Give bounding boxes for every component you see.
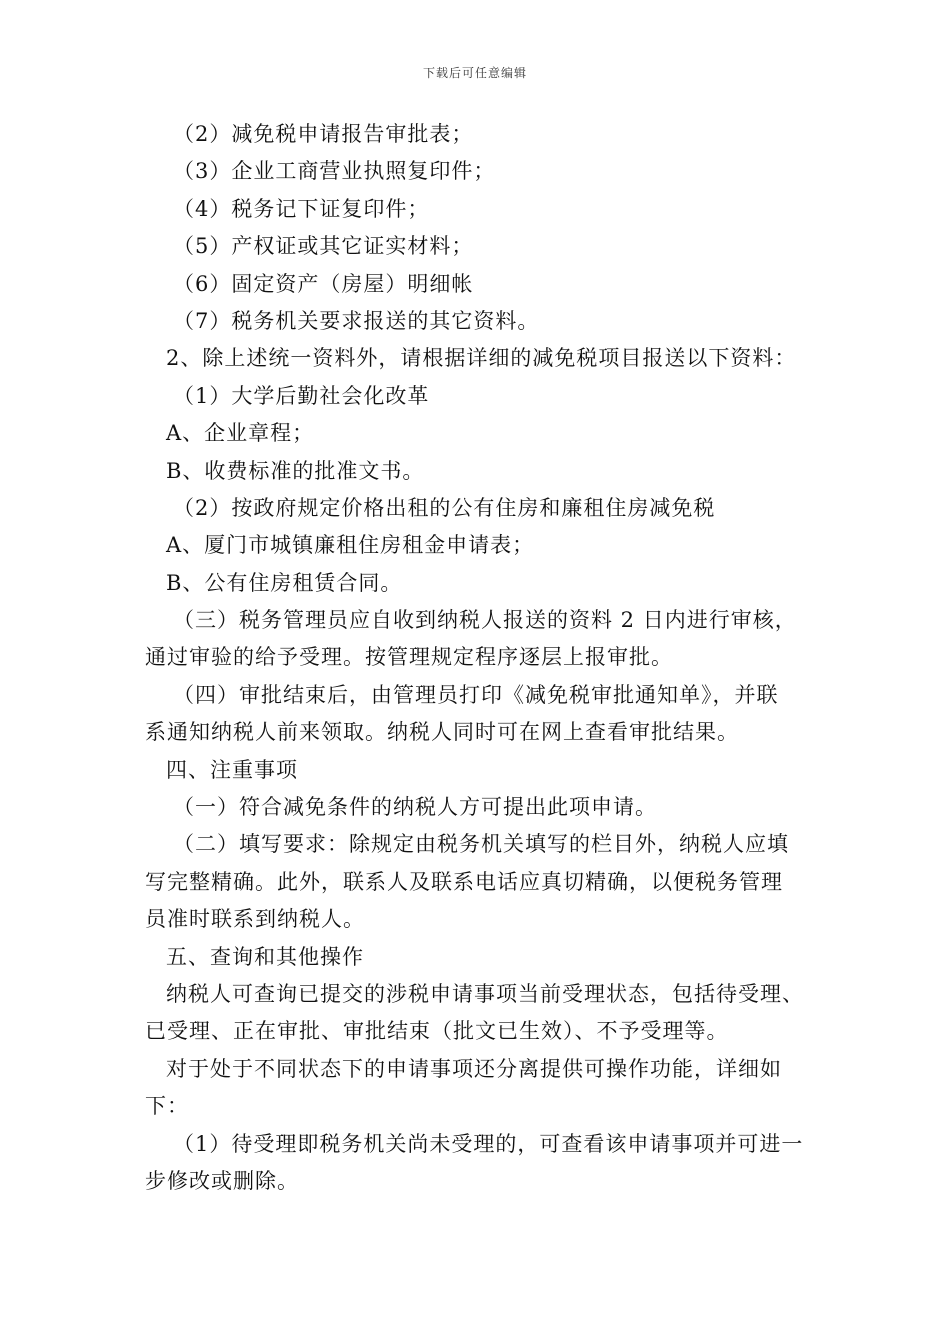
text-line: 下： [145,1094,189,1119]
text-line: （6）固定资产（房屋）明细帐 [173,271,474,296]
text-line: 系通知纳税人前来领取。纳税人同时可在网上查看审批结果。 [145,720,739,745]
text-line: 已受理、正在审批、审批结束（批文已生效）、不予受理等。 [145,1019,729,1044]
text-line: 对于处于不同状态下的申请事项还分离提供可操作功能，详细如 [166,1056,782,1081]
text-line: （3）企业工商营业执照复印件； [173,159,496,184]
text-line: （7）税务机关要求报送的其它资料。 [173,308,540,333]
text-line: 步修改或删除。 [145,1168,299,1193]
text-line: B、收费标准的批准文书。 [166,458,425,483]
text-line: 员准时联系到纳税人。 [145,907,365,932]
text-line: B、公有住房租赁合同。 [166,570,403,595]
text-line: （1）大学后勤社会化改革 [173,383,430,408]
text-line: A、厦门市城镇廉租住房租金申请表； [166,533,535,558]
text-line: （四）审批结束后，由管理员打印《减免税审批通知单》，并联 [173,682,779,707]
text-line: 纳税人可查询已提交的涉税申请事项当前受理状态，包括待受理、 [166,981,804,1006]
text-line: 写完整精确。此外，联系人及联系电话应真切精确，以便税务管理 [145,869,783,894]
text-line: 通过审验的给予受理。按管理规定程序逐层上报审批。 [145,645,673,670]
text-line: （4）税务记下证复印件； [173,196,430,221]
text-line: （2）减免税申请报告审批表； [173,122,474,146]
page-header: 下载后可任意编辑 [422,66,527,80]
text-line: 四、注重事项 [166,757,298,782]
text-line: （2）按政府规定价格出租的公有住房和廉租住房减免税 [173,495,716,520]
text-line: （5）产权证或其它证实材料； [173,234,474,259]
document-body [145,116,810,1200]
text-line: （二）填写要求：除规定由税务机关填写的栏目外，纳税人应填 [173,832,789,857]
text-line: 2、除上述统一资料外，请根据详细的减免税项目报送以下资料： [166,346,797,371]
text-line: （1）待受理即税务机关尚未受理的，可查看该申请事项并可进一 [173,1131,804,1156]
text-line: A、企业章程； [166,421,315,446]
text-line: （三）税务管理员应自收到纳税人报送的资料 2 日内进行审核， [173,608,797,633]
text-line: （一）符合减免条件的纳税人方可提出此项申请。 [173,795,657,820]
text-line: 五、查询和其他操作 [166,944,364,969]
